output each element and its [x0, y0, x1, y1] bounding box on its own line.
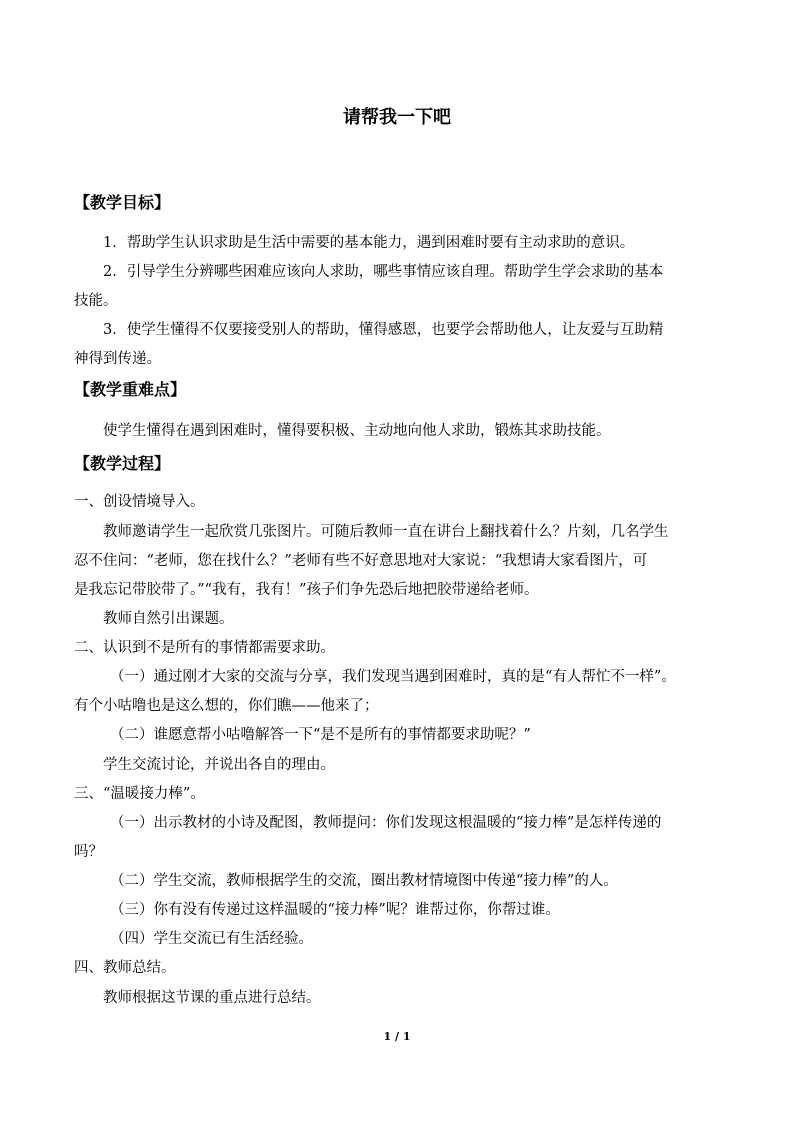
process-line-2: 教师邀请学生一起欣赏几张图片。可随后教师一直在讲台上翻找着什么？片刻，几名学生 [103, 524, 669, 540]
process-line-16: （四）学生交流已有生活经验。 [110, 931, 313, 947]
goal-line-3b: 神得到传递。 [74, 351, 161, 367]
process-line-4: 是我忘记带胶带了。”“我有，我有！”孩子们争先恐后地把胶带递给老师。 [74, 582, 539, 598]
goal-line-2a: 2．引导学生分辨哪些困难应该向人求助，哪些事情应该自理。帮助学生学会求助的基本 [103, 264, 664, 280]
process-line-18: 教师根据这节课的重点进行总结。 [103, 990, 321, 1006]
process-line-13: 吗？ [74, 844, 103, 860]
section-heading-process: 【教学过程】 [74, 454, 171, 473]
process-line-14: （二）学生交流，教师根据学生的交流，圈出教材情境图中传递“接力棒”的人。 [110, 873, 618, 889]
section-heading-goals: 【教学目标】 [74, 193, 171, 212]
process-line-7: （一）通过刚才大家的交流与分享，我们发现当遇到困难时，真的是“有人帮忙不一样”。 [110, 669, 676, 685]
goal-line-1: 1．帮助学生认识求助是生活中需要的基本能力，遇到困难时要有主动求助的意识。 [103, 235, 635, 251]
goal-line-2b: 技能。 [74, 293, 118, 309]
process-line-6: 二、认识到不是所有的事情都需要求助。 [74, 640, 335, 656]
process-line-15: （三）你有没有传递过这样温暖的“接力棒”呢？谁帮过你，你帮过谁。 [110, 902, 560, 918]
process-line-1: 一、创设情境导入。 [74, 494, 205, 510]
page-number: 1 / 1 [383, 1030, 411, 1043]
process-line-5: 教师自然引出课题。 [103, 611, 234, 627]
process-line-9: （二）谁愿意帮小咕噜解答一下“是不是所有的事情都要求助呢？” [110, 727, 531, 743]
section-heading-key-points: 【教学重难点】 [74, 380, 187, 399]
process-line-10: 学生交流讨论，并说出各自的理由。 [103, 757, 335, 773]
goal-line-3a: 3．使学生懂得不仅要接受别人的帮助，懂得感恩，也要学会帮助他人，让友爱与互助精 [103, 322, 664, 338]
process-line-11: 三、“温暖接力棒”。 [74, 786, 205, 802]
process-line-12: （一）出示教材的小诗及配图，教师提问：你们发现这根温暖的“接力棒”是怎样传递的 [110, 815, 662, 831]
process-line-17: 四、教师总结。 [74, 960, 176, 976]
page-title: 请帮我一下吧 [343, 107, 451, 128]
key-line-1: 使学生懂得在遇到困难时，懂得要积极、主动地向他人求助，锻炼其求助技能。 [103, 423, 611, 439]
process-line-3: 忍不住问：“老师，您在找什么？”老师有些不好意思地对大家说：“我想请大家看图片，可 [74, 553, 648, 569]
process-line-8: 有个小咕噜也是这么想的，你们瞧——他来了； [74, 698, 379, 714]
